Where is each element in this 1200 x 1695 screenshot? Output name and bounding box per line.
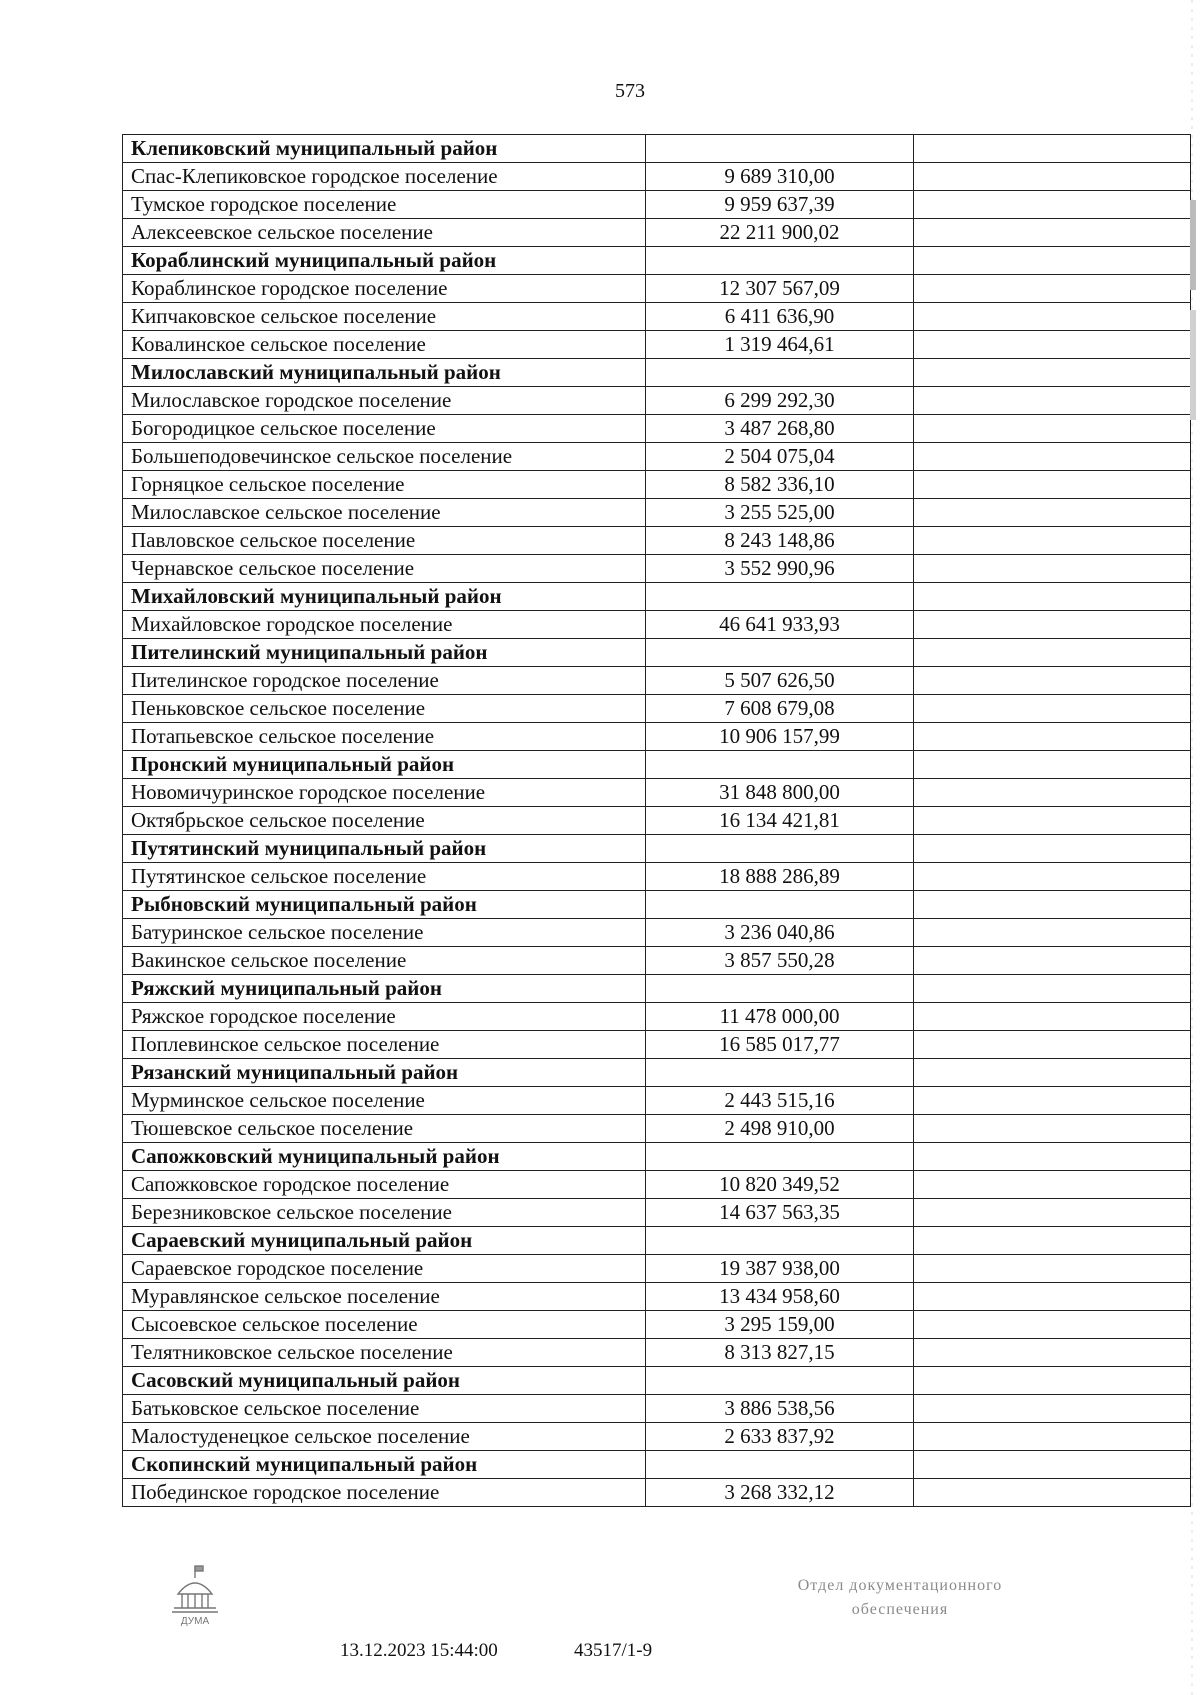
settlement-name: Тюшевское сельское поселение xyxy=(123,1115,646,1143)
settlement-name: Милославское сельское поселение xyxy=(123,499,646,527)
settlement-name: Вакинское сельское поселение xyxy=(123,947,646,975)
amount-cell: 9 959 637,39 xyxy=(646,191,914,219)
empty-cell xyxy=(914,1059,1191,1087)
amount-cell: 3 236 040,86 xyxy=(646,919,914,947)
amount-cell xyxy=(646,583,914,611)
empty-cell xyxy=(914,1171,1191,1199)
settlement-name: Чернавское сельское поселение xyxy=(123,555,646,583)
department-stamp xyxy=(740,1574,1060,1622)
settlement-name: Тумское городское поселение xyxy=(123,191,646,219)
amount-cell: 22 211 900,02 xyxy=(646,219,914,247)
empty-cell xyxy=(914,275,1191,303)
empty-cell xyxy=(914,1143,1191,1171)
empty-cell xyxy=(914,779,1191,807)
district-name: Рязанский муниципальный район xyxy=(123,1059,646,1087)
district-row xyxy=(123,751,1191,779)
settlement-name: Кораблинское городское поселение xyxy=(123,275,646,303)
settlement-name: Спас-Клепиковское городское поселение xyxy=(123,163,646,191)
empty-cell xyxy=(914,219,1191,247)
amount-cell xyxy=(646,751,914,779)
empty-cell xyxy=(914,1451,1191,1479)
empty-cell xyxy=(914,1283,1191,1311)
amount-cell: 14 637 563,35 xyxy=(646,1199,914,1227)
settlement-row xyxy=(123,1003,1191,1031)
amount-cell: 3 268 332,12 xyxy=(646,1479,914,1507)
amount-cell: 11 478 000,00 xyxy=(646,1003,914,1031)
settlement-row xyxy=(123,723,1191,751)
scan-edge-marks xyxy=(1186,0,1200,1695)
settlement-name: Телятниковское сельское поселение xyxy=(123,1339,646,1367)
amount-cell xyxy=(646,639,914,667)
amount-cell xyxy=(646,247,914,275)
settlement-name: Сысоевское сельское поселение xyxy=(123,1311,646,1339)
empty-cell xyxy=(914,583,1191,611)
settlement-name: Березниковское сельское поселение xyxy=(123,1199,646,1227)
district-name: Рыбновский муниципальный район xyxy=(123,891,646,919)
settlement-row xyxy=(123,1087,1191,1115)
amount-cell: 16 585 017,77 xyxy=(646,1031,914,1059)
settlement-row xyxy=(123,1339,1191,1367)
settlement-row xyxy=(123,1031,1191,1059)
settlement-name: Малостуденецкое сельское поселение xyxy=(123,1423,646,1451)
settlement-row xyxy=(123,387,1191,415)
amount-cell: 6 411 636,90 xyxy=(646,303,914,331)
settlement-row xyxy=(123,779,1191,807)
empty-cell xyxy=(914,1003,1191,1031)
logo-text: ДУМА xyxy=(180,1616,210,1626)
district-row xyxy=(123,835,1191,863)
stamp-line-1: Отдел документационного xyxy=(797,1577,1003,1594)
empty-cell xyxy=(914,1395,1191,1423)
empty-cell xyxy=(914,835,1191,863)
settlement-name: Милославское городское поселение xyxy=(123,387,646,415)
district-row xyxy=(123,1143,1191,1171)
amount-cell: 3 857 550,28 xyxy=(646,947,914,975)
table-body xyxy=(123,135,1191,1507)
amount-cell: 3 886 538,56 xyxy=(646,1395,914,1423)
district-row xyxy=(123,135,1191,163)
district-name: Ряжский муниципальный район xyxy=(123,975,646,1003)
district-name: Сараевский муниципальный район xyxy=(123,1227,646,1255)
empty-cell xyxy=(914,163,1191,191)
settlement-name: Сараевское городское поселение xyxy=(123,1255,646,1283)
empty-cell xyxy=(914,1339,1191,1367)
duma-logo-icon xyxy=(168,1564,222,1626)
empty-cell xyxy=(914,891,1191,919)
amount-cell xyxy=(646,1143,914,1171)
amount-cell: 3 552 990,96 xyxy=(646,555,914,583)
settlement-row xyxy=(123,947,1191,975)
district-name: Кораблинский муниципальный район xyxy=(123,247,646,275)
amount-cell: 12 307 567,09 xyxy=(646,275,914,303)
settlement-name: Муравлянское сельское поселение xyxy=(123,1283,646,1311)
settlement-name: Новомичуринское городское поселение xyxy=(123,779,646,807)
empty-cell xyxy=(914,471,1191,499)
amount-cell: 8 313 827,15 xyxy=(646,1339,914,1367)
settlement-name: Потапьевское сельское поселение xyxy=(123,723,646,751)
district-row xyxy=(123,1227,1191,1255)
amount-cell: 10 820 349,52 xyxy=(646,1171,914,1199)
amount-cell: 10 906 157,99 xyxy=(646,723,914,751)
empty-cell xyxy=(914,975,1191,1003)
settlement-name: Батьковское сельское поселение xyxy=(123,1395,646,1423)
settlement-name: Горняцкое сельское поселение xyxy=(123,471,646,499)
settlement-row xyxy=(123,163,1191,191)
district-row xyxy=(123,583,1191,611)
amount-cell xyxy=(646,135,914,163)
district-row xyxy=(123,247,1191,275)
empty-cell xyxy=(914,1311,1191,1339)
empty-cell xyxy=(914,331,1191,359)
settlement-name: Ковалинское сельское поселение xyxy=(123,331,646,359)
empty-cell xyxy=(914,1199,1191,1227)
empty-cell xyxy=(914,1115,1191,1143)
amount-cell: 6 299 292,30 xyxy=(646,387,914,415)
settlement-row xyxy=(123,919,1191,947)
empty-cell xyxy=(914,499,1191,527)
settlement-row xyxy=(123,695,1191,723)
amount-cell: 18 888 286,89 xyxy=(646,863,914,891)
amount-cell: 7 608 679,08 xyxy=(646,695,914,723)
district-name: Милославский муниципальный район xyxy=(123,359,646,387)
settlement-name: Октябрьское сельское поселение xyxy=(123,807,646,835)
settlement-name: Пеньковское сельское поселение xyxy=(123,695,646,723)
empty-cell xyxy=(914,723,1191,751)
empty-cell xyxy=(914,1227,1191,1255)
empty-cell xyxy=(914,695,1191,723)
settlement-row xyxy=(123,443,1191,471)
district-name: Пронский муниципальный район xyxy=(123,751,646,779)
empty-cell xyxy=(914,751,1191,779)
settlement-row xyxy=(123,1283,1191,1311)
empty-cell xyxy=(914,191,1191,219)
settlement-row xyxy=(123,275,1191,303)
district-row xyxy=(123,1059,1191,1087)
settlement-name: Сапожковское городское поселение xyxy=(123,1171,646,1199)
district-row xyxy=(123,1451,1191,1479)
settlement-row xyxy=(123,527,1191,555)
amount-cell xyxy=(646,975,914,1003)
settlement-row xyxy=(123,1171,1191,1199)
empty-cell xyxy=(914,555,1191,583)
district-row xyxy=(123,975,1191,1003)
amount-cell xyxy=(646,1227,914,1255)
district-name: Сапожковский муниципальный район xyxy=(123,1143,646,1171)
empty-cell xyxy=(914,919,1191,947)
settlement-row xyxy=(123,611,1191,639)
settlement-row xyxy=(123,555,1191,583)
amount-cell: 5 507 626,50 xyxy=(646,667,914,695)
settlement-name: Большеподовечинское сельское поселение xyxy=(123,443,646,471)
empty-cell xyxy=(914,303,1191,331)
empty-cell xyxy=(914,1087,1191,1115)
settlement-name: Батуринское сельское поселение xyxy=(123,919,646,947)
amount-cell: 46 641 933,93 xyxy=(646,611,914,639)
settlement-row xyxy=(123,1199,1191,1227)
empty-cell xyxy=(914,947,1191,975)
settlement-name: Побединское городское поселение xyxy=(123,1479,646,1507)
settlement-row xyxy=(123,219,1191,247)
footer-reg-number: 43517/1-9 xyxy=(574,1640,653,1661)
settlement-row xyxy=(123,1311,1191,1339)
empty-cell xyxy=(914,415,1191,443)
amount-cell xyxy=(646,1367,914,1395)
district-name: Скопинский муниципальный район xyxy=(123,1451,646,1479)
settlement-row xyxy=(123,667,1191,695)
footer-date: 13.12.2023 15:44:00 xyxy=(340,1640,498,1661)
amount-cell xyxy=(646,359,914,387)
budget-table xyxy=(122,134,1191,1507)
amount-cell: 13 434 958,60 xyxy=(646,1283,914,1311)
amount-cell xyxy=(646,1059,914,1087)
empty-cell xyxy=(914,527,1191,555)
empty-cell xyxy=(914,639,1191,667)
empty-cell xyxy=(914,1255,1191,1283)
settlement-row xyxy=(123,191,1191,219)
district-name: Михайловский муниципальный район xyxy=(123,583,646,611)
amount-cell: 9 689 310,00 xyxy=(646,163,914,191)
settlement-row xyxy=(123,1395,1191,1423)
empty-cell xyxy=(914,1031,1191,1059)
settlement-row xyxy=(123,1115,1191,1143)
settlement-row xyxy=(123,863,1191,891)
settlement-row xyxy=(123,1479,1191,1507)
empty-cell xyxy=(914,387,1191,415)
settlement-row xyxy=(123,471,1191,499)
page-number: 573 xyxy=(615,80,645,102)
amount-cell: 2 498 910,00 xyxy=(646,1115,914,1143)
settlement-name: Мурминское сельское поселение xyxy=(123,1087,646,1115)
amount-cell: 2 633 837,92 xyxy=(646,1423,914,1451)
amount-cell: 8 243 148,86 xyxy=(646,527,914,555)
amount-cell xyxy=(646,891,914,919)
amount-cell: 3 295 159,00 xyxy=(646,1311,914,1339)
settlement-row xyxy=(123,331,1191,359)
settlement-row xyxy=(123,303,1191,331)
settlement-name: Павловское сельское поселение xyxy=(123,527,646,555)
district-row xyxy=(123,639,1191,667)
settlement-name: Алексеевское сельское поселение xyxy=(123,219,646,247)
amount-cell xyxy=(646,1451,914,1479)
settlement-name: Кипчаковское сельское поселение xyxy=(123,303,646,331)
settlement-row xyxy=(123,1255,1191,1283)
amount-cell: 2 504 075,04 xyxy=(646,443,914,471)
stamp-line-2: обеспечения xyxy=(851,1601,949,1618)
amount-cell: 3 487 268,80 xyxy=(646,415,914,443)
amount-cell xyxy=(646,835,914,863)
district-row xyxy=(123,359,1191,387)
empty-cell xyxy=(914,611,1191,639)
district-name: Сасовский муниципальный район xyxy=(123,1367,646,1395)
settlement-name: Ряжское городское поселение xyxy=(123,1003,646,1031)
settlement-name: Поплевинское сельское поселение xyxy=(123,1031,646,1059)
district-name: Клепиковский муниципальный район xyxy=(123,135,646,163)
amount-cell: 2 443 515,16 xyxy=(646,1087,914,1115)
amount-cell: 16 134 421,81 xyxy=(646,807,914,835)
amount-cell: 8 582 336,10 xyxy=(646,471,914,499)
settlement-name: Богородицкое сельское поселение xyxy=(123,415,646,443)
settlement-name: Путятинское сельское поселение xyxy=(123,863,646,891)
settlement-row xyxy=(123,1423,1191,1451)
empty-cell xyxy=(914,359,1191,387)
settlement-row xyxy=(123,415,1191,443)
district-name: Путятинский муниципальный район xyxy=(123,835,646,863)
settlement-row xyxy=(123,807,1191,835)
amount-cell: 31 848 800,00 xyxy=(646,779,914,807)
settlement-name: Михайловское городское поселение xyxy=(123,611,646,639)
amount-cell: 19 387 938,00 xyxy=(646,1255,914,1283)
settlement-row xyxy=(123,499,1191,527)
district-row xyxy=(123,891,1191,919)
district-row xyxy=(123,1367,1191,1395)
district-name: Пителинский муниципальный район xyxy=(123,639,646,667)
empty-cell xyxy=(914,863,1191,891)
empty-cell xyxy=(914,1367,1191,1395)
amount-cell: 3 255 525,00 xyxy=(646,499,914,527)
empty-cell xyxy=(914,807,1191,835)
empty-cell xyxy=(914,667,1191,695)
empty-cell xyxy=(914,443,1191,471)
empty-cell xyxy=(914,135,1191,163)
settlement-name: Пителинское городское поселение xyxy=(123,667,646,695)
amount-cell: 1 319 464,61 xyxy=(646,331,914,359)
empty-cell xyxy=(914,247,1191,275)
empty-cell xyxy=(914,1423,1191,1451)
empty-cell xyxy=(914,1479,1191,1507)
